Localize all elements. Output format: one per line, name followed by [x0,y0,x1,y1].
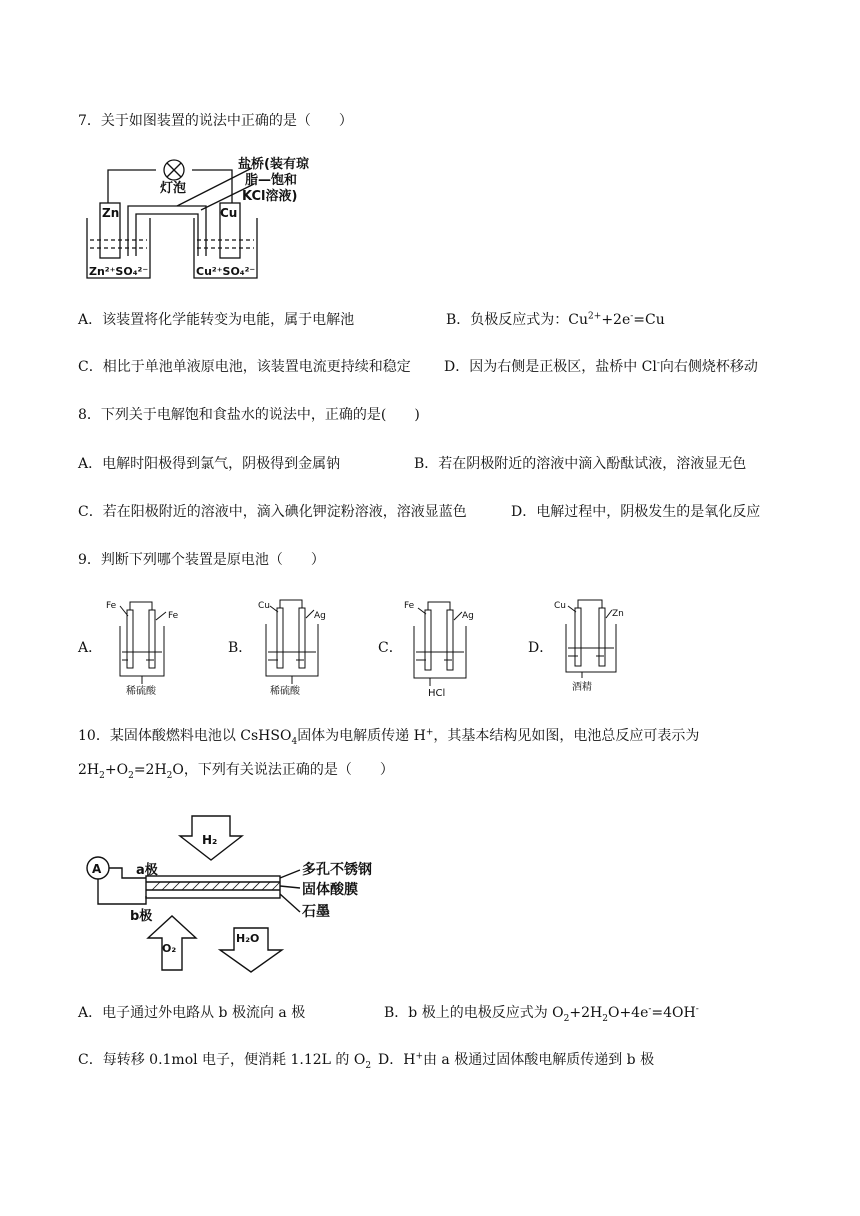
q7-fig-salt-bridge-line3: KCl溶液) [242,189,298,204]
q9-stem: 9．判断下列哪个装置是原电池（ ） [78,552,325,568]
q7-fig-bulb-label: 灯泡 [160,181,187,196]
q10-figure-fuel-cell [82,812,392,974]
q10-option-c: C．每转移 0.1mol 电子，便消耗 1.12L 的 $O_2$ [78,1052,372,1071]
q7-fig-left-solution: Zn²⁺SO₄²⁻ [89,265,149,278]
q9-a-left-electrode: Fe [106,601,117,611]
q10-fig-label-graphite: 石墨 [302,904,330,920]
q8-option-a: A．电解时阳极得到氯气，阴极得到金属钠 [78,456,341,472]
q7-fig-salt-bridge-line2: 脂—饱和 [245,173,298,188]
q9-b-right-electrode: Ag [314,611,326,621]
q9-c-left-electrode: Fe [404,601,415,611]
q8-option-c: C．若在阳极附近的溶液中，滴入碘化钾淀粉溶液，溶液显蓝色 [78,504,467,520]
q9-c-right-electrode: Ag [462,611,474,621]
q9-figure-c [400,598,490,698]
q9-option-d-letter: D． [528,640,554,656]
q8-option-d: D．电解过程中，阴极发生的是氧化反应 [511,504,761,520]
q7-fig-salt-bridge-line1: 盐桥(装有琼 [238,157,309,172]
q9-figure-a [102,598,192,698]
q9-a-right-electrode: Fe [168,611,179,621]
q9-b-left-electrode: Cu [258,601,270,611]
q10-option-a: A．电子通过外电路从 b 极流向 a 极 [78,1005,306,1021]
q9-b-solution: 稀硫酸 [270,686,300,697]
q7-fig-right-electrode: Cu [220,206,238,220]
q10-fig-h2-label: H₂ [202,833,218,847]
q9-c-solution: HCl [428,688,446,698]
q9-option-a-letter: A． [78,640,103,656]
q10-fig-b-pole: b极 [130,909,153,924]
q8-stem: 8．下列关于电解饱和食盐水的说法中，正确的是( ) [78,407,420,423]
q10-fig-label-membrane: 固体酸膜 [302,882,358,898]
q10-option-b: B．b 极上的电极反应式为 $O_2+2H_2O+4e^-=4OH^-$ [384,1004,699,1024]
q9-option-c-letter: C． [378,640,403,656]
q9-figure-d [552,596,642,696]
q10-stem-line2: $2H_2+O_2=2H_2O$，下列有关说法正确的是（ ） [78,762,394,781]
q7-stem: 7．关于如图装置的说法中正确的是（ ） [78,113,353,129]
q10-stem-line1: 10．某固体酸燃料电池以 CsHSO$_4$固体为电解质传递 H+，其基本结构见如图，电池总反应可表示为 [78,727,700,747]
q7-figure-salt-bridge-cell [82,148,332,283]
q7-option-c: C．相比于单池单液原电池，该装置电流更持续和稳定 [78,359,411,375]
q9-d-solution: 酒精 [572,682,592,693]
q7-option-d: D．因为右侧是正极区，盐桥中 Cl-向右侧烧杯移动 [444,358,758,375]
q10-fig-o2-label: O₂ [162,942,177,955]
q9-option-b-letter: B． [228,640,253,656]
q10-option-d: D．H+由 a 极通过固体酸电解质传递到 b 极 [378,1051,655,1068]
q10-fig-ammeter-label: A [92,862,102,876]
q7-option-a: A．该装置将化学能转变为电能，属于电解池 [78,312,355,328]
q7-option-b: B．负极反应式为：$Cu^{2+}+2e^-=Cu$ [446,311,665,328]
q9-d-left-electrode: Cu [554,601,566,611]
q9-a-solution: 稀硫酸 [126,686,156,697]
q10-fig-a-pole: a极 [136,863,158,878]
q10-fig-h2o-label: H₂O [236,932,260,945]
q7-fig-right-solution: Cu²⁺SO₄²⁻ [196,265,256,278]
q8-option-b: B．若在阴极附近的溶液中滴入酚酞试液，溶液显无色 [414,456,747,472]
q7-fig-left-electrode: Zn [102,206,120,220]
q9-d-right-electrode: Zn [612,609,624,619]
q10-fig-label-stainless: 多孔不锈钢 [302,862,372,878]
q9-figure-b [252,596,342,698]
